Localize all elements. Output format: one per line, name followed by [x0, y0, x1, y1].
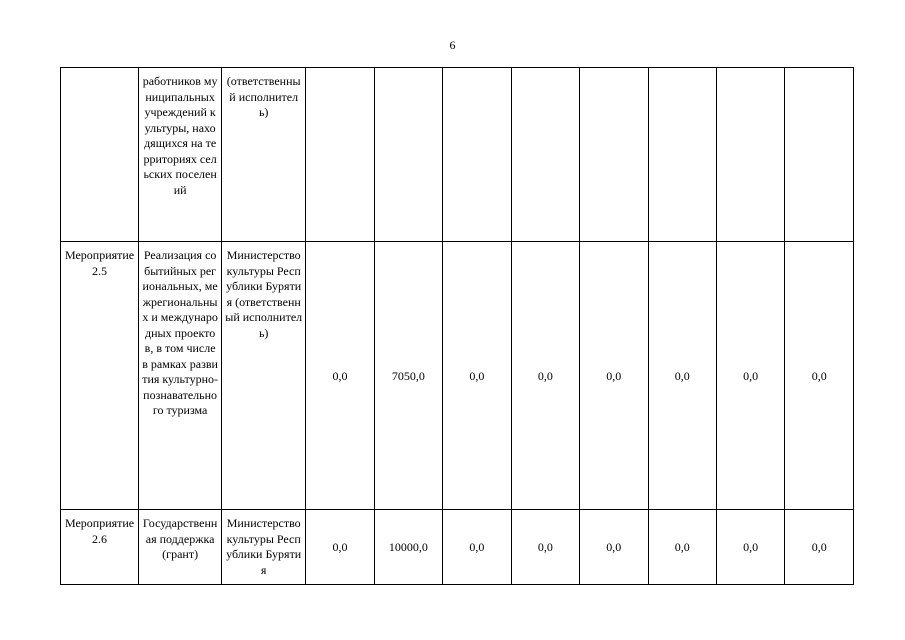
value-cell: 0,0 [716, 510, 784, 585]
value-cell [580, 68, 648, 242]
value-cell [716, 68, 784, 242]
value-cell [648, 68, 716, 242]
value-cell: 0,0 [580, 242, 648, 510]
executor-cell: (ответственный исполнитель) [222, 68, 306, 242]
value-cell: 0,0 [443, 510, 511, 585]
activity-cell: Мероприятие 2.5 [61, 242, 139, 510]
activity-name-cell: Реализация событийных региональных, межрегиональных и международных проектов, в том числе в рамках развития культурно-познавательного туризма [139, 242, 222, 510]
budget-table [60, 67, 854, 585]
value-cell [374, 68, 442, 242]
value-cell: 0,0 [443, 242, 511, 510]
executor-cell: Министерство культуры Республики Бурятия [222, 510, 306, 585]
value-cell [306, 68, 374, 242]
value-cell: 0,0 [648, 242, 716, 510]
activity-name-cell: работников муниципальных учреждений культуры, находящихся на территориях сельских поселений [139, 68, 222, 242]
value-cell: 0,0 [580, 510, 648, 585]
activity-cell: Мероприятие 2.6 [61, 510, 139, 585]
value-cell: 0,0 [511, 242, 579, 510]
value-cell [785, 68, 854, 242]
value-cell: 0,0 [511, 510, 579, 585]
executor-cell: Министерство культуры Республики Бурятия (ответственный исполнитель) [222, 242, 306, 510]
table-row [61, 68, 854, 242]
value-cell: 10000,0 [374, 510, 442, 585]
table-row [61, 510, 854, 585]
value-cell: 0,0 [716, 242, 784, 510]
value-cell: 0,0 [785, 242, 854, 510]
value-cell [443, 68, 511, 242]
value-cell: 0,0 [306, 242, 374, 510]
table-row [61, 242, 854, 510]
value-cell [511, 68, 579, 242]
value-cell: 0,0 [785, 510, 854, 585]
activity-cell [61, 68, 139, 242]
value-cell: 0,0 [648, 510, 716, 585]
value-cell: 0,0 [306, 510, 374, 585]
activity-name-cell: Государственная поддержка (грант) [139, 510, 222, 585]
page-number: 6 [449, 38, 456, 52]
value-cell: 7050,0 [374, 242, 442, 510]
